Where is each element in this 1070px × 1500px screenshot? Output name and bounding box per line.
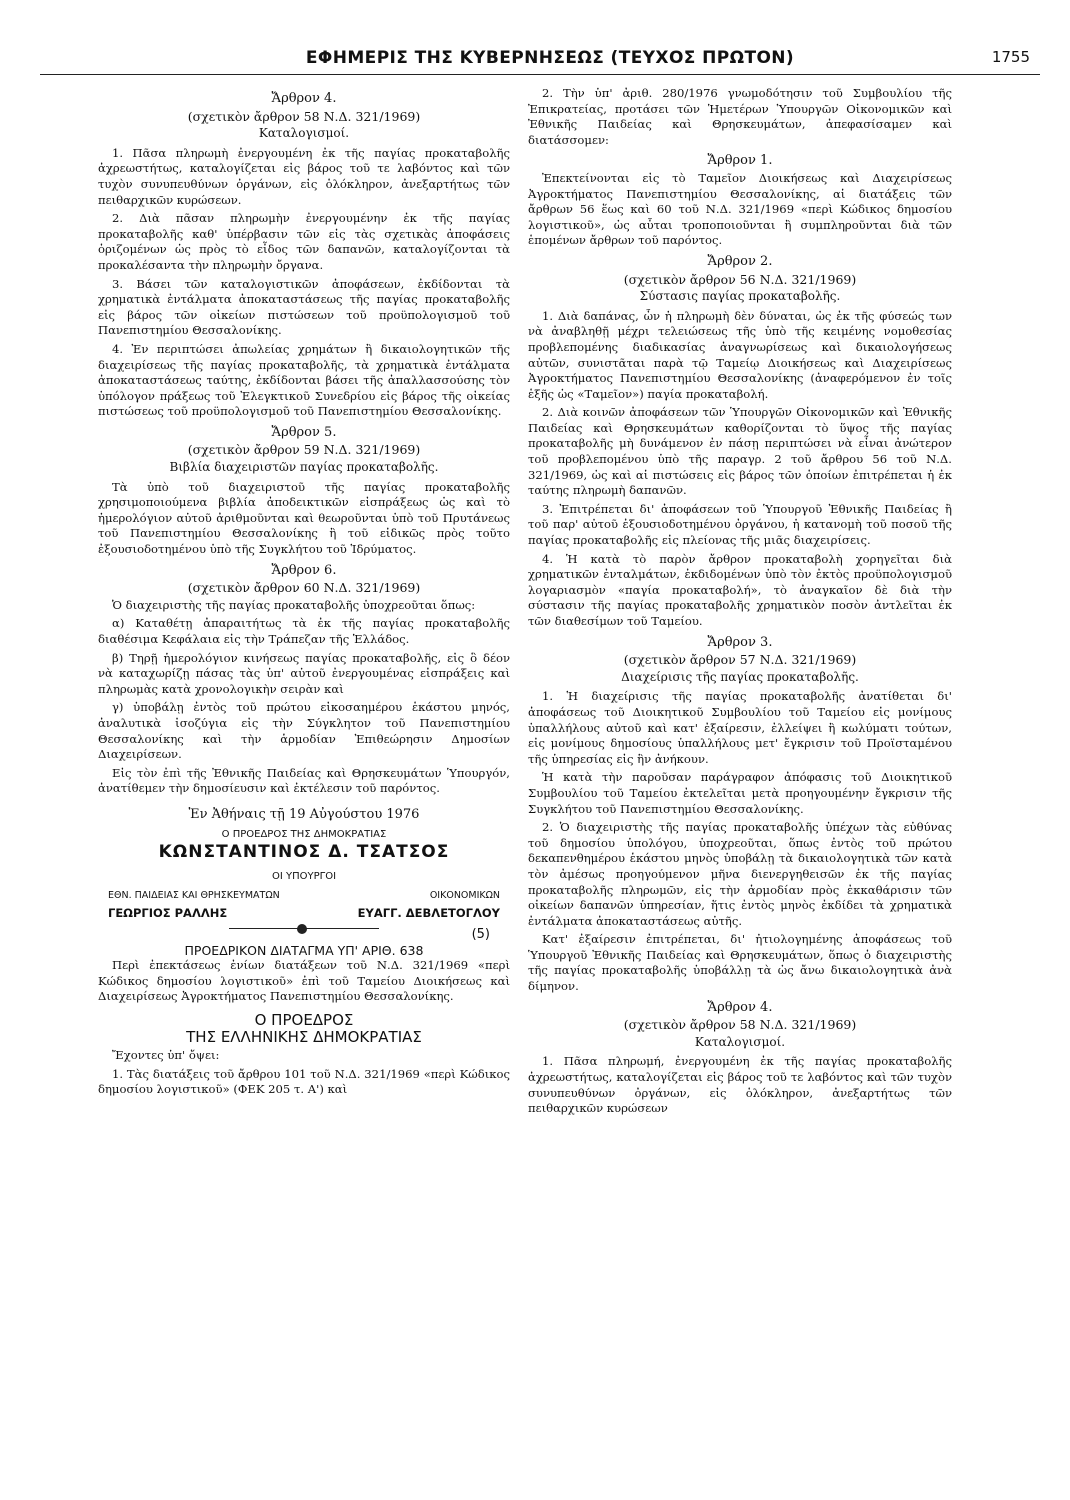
decree-subject: Περὶ ἐπεκτάσεως ἐνίων διατάξεων τοῦ Ν.Δ. 321/1969 «περὶ Κώδικος δημοσίου λογιστικοῦ» ἐπὶ τοῦ Ταμείου Διοικήσεως καὶ Διαχειρίσεως Ἀγροκτήματος Πανεπιστημίου Θεσσαλονίκης. — [98, 958, 510, 1004]
minister-2-name: ΕΥΑΓΓ. ΔΕΒΛΕΤΟΓΛΟΥ — [357, 905, 500, 920]
article-5-reference: (σχετικὸν ἄρθρον 59 Ν.Δ. 321/1969) — [187, 442, 421, 458]
paragraph: γ) ὑποβάλῃ ἐντὸς τοῦ πρώτου εἰκοσαημέρου ἑκάστου μηνός, ἀναλυτικὰ ἰσοζύγια εἰς τὴν Σύγκλητον τοῦ Πανεπιστημίου Θεσσαλονίκης καὶ τὴν ἁρμοδίαν Ἐπιθεώρησιν Δημοσίων Διαχειρίσεων. — [98, 700, 510, 762]
article-3-topic: Διαχείρισις τῆς παγίας προκαταβολῆς. — [621, 669, 859, 684]
paragraph: 4. Ἐν περιπτώσει ἀπωλείας χρημάτων ἢ δικαιολογητικῶν τῆς διαχειρίσεως τῆς παγίας προκαταβολῆς, τὰ χρηματικὰ ἐντάλματα ἀποκαταστάσεως ταύτης, ἐκδίδονται βάσει τῆς ἀπαλλασσούσης τὸν ὑπόλογον πράξεως τοῦ Ἐλεγκτικοῦ Συνεδρίου εἰς βάρος τῆς οἰκείας πιστώσεως τοῦ προϋπολογισμοῦ τοῦ Πανεπιστημίου Θεσσαλονίκης. — [98, 341, 510, 419]
article-6-heading: Ἄρθρον 6. — [271, 562, 337, 578]
article-4-reference: (σχετικὸν ἄρθρον 58 Ν.Δ. 321/1969) — [187, 108, 421, 124]
minister-1-title: ΕΘΝ. ΠΑΙΔΕΙΑΣ ΚΑΙ ΘΡΗΣΚΕΥΜΑΤΩΝ — [108, 890, 280, 902]
article-3-reference: (σχετικὸν ἄρθρον 57 Ν.Δ. 321/1969) — [623, 652, 857, 668]
president-label: Ο ΠΡΟΕΔΡΟΣ ΤΗΣ ΔΗΜΟΚΡΑΤΙΑΣ — [221, 828, 387, 840]
article-4b-heading: Ἄρθρον 4. — [707, 999, 773, 1015]
decree-heading — [98, 926, 510, 959]
paragraph: Τὰ ὑπὸ τοῦ διαχειριστοῦ τῆς παγίας προκαταβολῆς χρησιμοποιούμενα βιβλία ἀποδεικτικῶν εἰσπράξεως ὡς καὶ τὸ ἡμερολόγιον αὐτοῦ ἀριθμοῦνται καὶ θεωροῦνται ὑπὸ τοῦ Πρυτάνεως τοῦ Πανεπιστημίου Θεσσαλονίκης ἢ τοῦ εἰδικῶς πρὸς τοῦτο ἐξουσιοδοτημένου ὑπὸ τῆς Συγκλήτου τοῦ Ἱδρύματος. — [98, 479, 510, 557]
paragraph: α) Καταθέτῃ ἀπαραιτήτως τὰ ἐκ τῆς παγίας προκαταβολῆς διαθέσιμα Κεφάλαια εἰς τὴν Τράπεζαν τῆς Ἑλλάδος. — [98, 616, 510, 646]
minister-1-name: ΓΕΩΡΓΙΟΣ ΡΑΛΛΗΣ — [108, 905, 228, 920]
article-2-heading: Ἄρθρον 2. — [707, 253, 773, 269]
president-name: ΚΩΝΣΤΑΝΤΙΝΟΣ Δ. ΤΣΑΤΣΟΣ — [158, 842, 450, 863]
article-4-topic: Καταλογισμοί. — [258, 126, 350, 141]
president-heading-2: ΤΗΣ ΕΛΛΗΝΙΚΗΣ ΔΗΜΟΚΡΑΤΙΑΣ — [186, 1028, 422, 1047]
paragraph: Ὁ διαχειριστὴς τῆς παγίας προκαταβολῆς ὑποχρεοῦται ὅπως: — [112, 597, 476, 612]
consideration-2: 2. Τὴν ὑπ' ἀριθ. 280/1976 γνωμοδότησιν τοῦ Συμβουλίου τῆς Ἐπικρατείας, προτάσει τῶν Ἡμετέρων Ὑπουργῶν Οἰκονομικῶν καὶ Ἐθνικῆς Παιδείας καὶ Θρησκευμάτων, ἀπεφασίσαμεν καὶ διατάσσομεν: — [528, 86, 952, 147]
page-number: 1755 — [991, 48, 1030, 66]
separator-dot — [297, 924, 307, 934]
paragraph: 4. Ἡ κατὰ τὸ παρὸν ἄρθρον προκαταβολὴ χορηγεῖται διὰ χρηματικῶν ἐνταλμάτων, ἐκδιδομένων ὑπὸ τὸν ἐκτὸς προϋπολογισμοῦ λογαριασμὸν «παγία προκαταβολή», τὸ ἀναγκαῖον δὲ διὰ τὴν σύστασιν τῆς παγίας προκαταβολῆς χρηματικὸν ποσὸν ἀντλεῖται ἐκ τῶν διαθεσίμων τοῦ Ταμείου. — [528, 551, 952, 628]
left-column — [98, 86, 510, 1101]
ministers-label: ΟΙ ΥΠΟΥΡΓΟΙ — [271, 870, 337, 882]
article-4-heading: Ἄρθρον 4. — [271, 91, 337, 106]
consideration-1: 1. Τὰς διατάξεις τοῦ ἄρθρου 101 τοῦ Ν.Δ. 321/1969 «περὶ Κώδικος δημοσίου λογιστικοῦ» (ΦΕΚ 205 τ. Α') καὶ — [98, 1066, 510, 1097]
paragraph: Κατ' ἐξαίρεσιν ἐπιτρέπεται, δι' ἠτιολογημένης ἀποφάσεως τοῦ Ὑπουργοῦ Ἐθνικῆς Παιδείας καὶ Θρησκευμάτων, ὅπως ὁ διαχειριστὴς τῆς παγίας προκαταβολῆς ὑποβάλλῃ τὰ ὡς ἄνω δικαιολογητικὰ ἀνὰ δίμηνον. — [528, 932, 952, 994]
article-6-reference: (σχετικὸν ἄρθρον 60 Ν.Δ. 321/1969) — [187, 580, 421, 596]
paragraph: 3. Ἐπιτρέπεται δι' ἀποφάσεων τοῦ Ὑπουργοῦ Ἐθνικῆς Παιδείας ἢ τοῦ παρ' αὐτοῦ ἐξουσιοδοτημένου ὀργάνου, ἡ κατανομὴ τοῦ ποσοῦ τῆς παγίας προκαταβολῆς εἰς πλείονας τῆς μιᾶς διαχειρίσεις. — [528, 501, 952, 548]
paragraph: Ἡ κατὰ τὴν παροῦσαν παράγραφον ἀπόφασις τοῦ Διοικητικοῦ Συμβουλίου τοῦ Ταμείου ἐκτελεῖται μετὰ προηγουμένην ἔγκρισιν τῆς Συγκλήτου τοῦ Πανεπιστημίου Θεσσαλονίκης. — [528, 770, 952, 816]
paragraph: 1. Διὰ δαπάνας, ὧν ἡ πληρωμὴ δὲν δύναται, ὡς ἐκ τῆς φύσεώς των νὰ ἀναβληθῇ μέχρι τελειώσεως τῆς ὑπὸ τῆς κειμένης νομοθεσίας προβλεπομένης διαδικασίας ἀναγνωρίσεως καὶ δικαιολογήσεως αὐτῶν, συνιστᾶται παρὰ τῷ Ταμείῳ Διοικήσεως καὶ Διαχειρίσεως Ἀγροκτήματος Πανεπιστημίου Θεσσαλονίκης (ἀναφερόμενον ἐν τοῖς ἑξῆς ὡς «Ταμεῖον») παγία προκαταβολή. — [528, 308, 952, 401]
paragraph: 2. Διὰ πᾶσαν πληρωμὴν ἐνεργουμένην ἐκ τῆς παγίας προκαταβολῆς καθ' ὑπέρβασιν τῶν εἰς τὰς σχετικὰς ἀποφάσεις ὁριζομένων ὡς πρὸς τὸ εἶδος τῶν δαπανῶν, καταλογίζονται τὰ προκαλέσαντα τὴν πληρωμὴν ὄργανα. — [98, 211, 510, 272]
right-column — [528, 86, 952, 1120]
having-in-view: Ἔχοντες ὑπ' ὄψει: — [112, 1048, 220, 1063]
paragraph: Εἰς τὸν ἐπὶ τῆς Ἐθνικῆς Παιδείας καὶ Θρησκευμάτων Ὑπουργόν, ἀνατίθεμεν τὴν δημοσίευσιν καὶ ἐκτέλεσιν τοῦ παρόντος. — [98, 765, 510, 796]
decree-number: (5) — [471, 926, 490, 942]
signing-date: Ἐν Ἀθήναις τῇ 19 Αὐγούστου 1976 — [188, 806, 420, 822]
article-5-topic: Βιβλία διαχειριστῶν παγίας προκαταβολῆς. — [169, 460, 439, 475]
section-separator — [229, 928, 379, 929]
article-4b-topic: Καταλογισμοί. — [694, 1034, 786, 1049]
president-heading-1: Ο ΠΡΟΕΔΡΟΣ — [254, 1010, 354, 1029]
article-4b-reference: (σχετικὸν ἄρθρον 58 Ν.Δ. 321/1969) — [623, 1017, 857, 1033]
article-2-topic: Σύστασις παγίας προκαταβολῆς. — [639, 289, 841, 304]
article-3-heading: Ἄρθρον 3. — [707, 634, 773, 650]
minister-names — [108, 906, 500, 922]
article-1-heading: Ἄρθρον 1. — [707, 153, 773, 169]
paragraph: 2. Ὁ διαχειριστὴς τῆς παγίας προκαταβολῆς ὑπέχων τὰς εὐθύνας τοῦ δημοσίου ὑπολόγου, ὑποχρεοῦται, ὅπως ἐντὸς τοῦ πρώτου δεκαπενθημέρου ἑκάστου μηνὸς ὑποβάλῃ τὰ δικαιολογητικὰ τῶν κατὰ τὸν ἀμέσως προηγούμενον μῆνα διενεργηθεισῶν ἐκ τῆς παγίας προκαταβολῆς πληρωμῶν, εἰς τὴν ἁρμοδίαν πρὸς ἐκκαθάρισιν τῶν οἰκείων δαπανῶν ὑπηρεσίαν, ἥτις ἐντὸς μηνὸς ἐκδίδει τὰ χρηματικὰ ἐντάλματα ἀποκαταστάσεως αὐτῆς. — [528, 820, 952, 928]
minister-titles — [108, 888, 500, 904]
paragraph: 3. Βάσει τῶν καταλογιστικῶν ἀποφάσεων, ἐκδίδονται τὰ χρηματικὰ ἐντάλματα ἀποκαταστάσεως τῆς παγίας προκαταβολῆς εἰς βάρος τῶν οἰκείων πιστώσεων τοῦ προϋπολογισμοῦ τοῦ Πανεπιστημίου Θεσσαλονίκης. — [98, 276, 510, 338]
article-2-reference: (σχετικὸν ἄρθρον 56 Ν.Δ. 321/1969) — [623, 271, 857, 287]
page-header — [40, 46, 1040, 75]
paragraph: 2. Διὰ κοινῶν ἀποφάσεων τῶν Ὑπουργῶν Οἰκονομικῶν καὶ Ἐθνικῆς Παιδείας καὶ Θρησκευμάτων καθορίζονται τὸ ὕψος τῆς παγίας προκαταβολῆς μὴ δυνάμενον ἐν πάσῃ περιπτώσει νὰ εἶναι ἀνώτερον τοῦ προβλεπομένου ὑπὸ τῆς παραγρ. 2 τοῦ ἄρθρου 56 τοῦ Ν.Δ. 321/1969, ὡς καὶ αἱ πιστώσεις εἰς βάρος τῶν ὁποίων ἐπιτρέπεται ἡ ἐκ ταύτης πληρωμὴ δαπανῶν. — [528, 405, 952, 498]
paragraph: 1. Πᾶσα πληρωμή, ἐνεργουμένη ἐκ τῆς παγίας προκαταβολῆς ἀχρεωστήτως, καταλογίζεται εἰς βάρος τοῦ τε λαβόντος καὶ τῶν τυχὸν συνυπευθύνων ὀργάνων, εἰς ὁλόκληρον, ἀνεξαρτήτως τῶν πειθαρχικῶν κυρώσεων — [528, 1054, 952, 1116]
gazette-title: ΕΦΗΜΕΡΙΣ ΤΗΣ ΚΥΒΕΡΝΗΣΕΩΣ (ΤΕΥΧΟΣ ΠΡΩΤΟΝ) — [305, 48, 795, 68]
paragraph: Ἐπεκτείνονται εἰς τὸ Ταμεῖον Διοικήσεως καὶ Διαχειρίσεως Ἀγροκτήματος Πανεπιστημίου Θεσσαλονίκης, αἱ διατάξεις τῶν ἄρθρων 56 ἕως καὶ 60 τοῦ Ν.Δ. 321/1969 «περὶ Κώδικος δημοσίου λογιστικοῦ», ὡς αὗται τροποποιοῦνται ἢ συμπληροῦνται διὰ τῶν ἑπομένων ἄρθρων τοῦ παρόντος. — [528, 170, 952, 248]
decree-title: ΠΡΟΕΔΡΙΚΟΝ ΔΙΑΤΑΓΜΑ ΥΠ' ΑΡΙΘ. 638 — [184, 942, 424, 958]
paragraph: β) Τηρῇ ἡμερολόγιον κινήσεως παγίας προκαταβολῆς, εἰς ὃ δέον νὰ καταχωρίζῃ πάσας τὰς ὑπ' αὐτοῦ ἐνεργουμένας εἰσπράξεις καὶ πληρωμὰς κατὰ χρονολογικὴν σειρὰν καὶ — [98, 650, 510, 696]
paragraph: 1. Πᾶσα πληρωμὴ ἐνεργουμένη ἐκ τῆς παγίας προκαταβολῆς ἀχρεωστήτως, καταλογίζεται εἰς βάρος τοῦ τε λαβόντος καὶ τῶν τυχὸν συνυπευθύνων ὀργάνων, εἰς ὁλόκληρον, ἀνεξαρτήτως τῶν πειθαρχικῶν κυρώσεων. — [98, 145, 510, 207]
paragraph: 1. Ἡ διαχείρισις τῆς παγίας προκαταβολῆς ἀνατίθεται δι' ἀποφάσεως τοῦ Διοικητικοῦ Συμβουλίου τοῦ Ταμείου εἰς μονίμους ὑπαλλήλους αὐτοῦ καὶ κατ' ἐξαίρεσιν, ἐλλείψει ἢ κωλύματι τούτων, εἰς μονίμους δημοσίους ὑπαλλήλους μετ' ἔγκρισιν τοῦ Προϊσταμένου τῆς ὑπηρεσίας εἰς ἣν ἀνήκουν. — [528, 689, 952, 766]
minister-2-title: ΟΙΚΟΝΟΜΙΚΩΝ — [429, 890, 500, 902]
article-5-heading: Ἄρθρον 5. — [271, 424, 337, 440]
